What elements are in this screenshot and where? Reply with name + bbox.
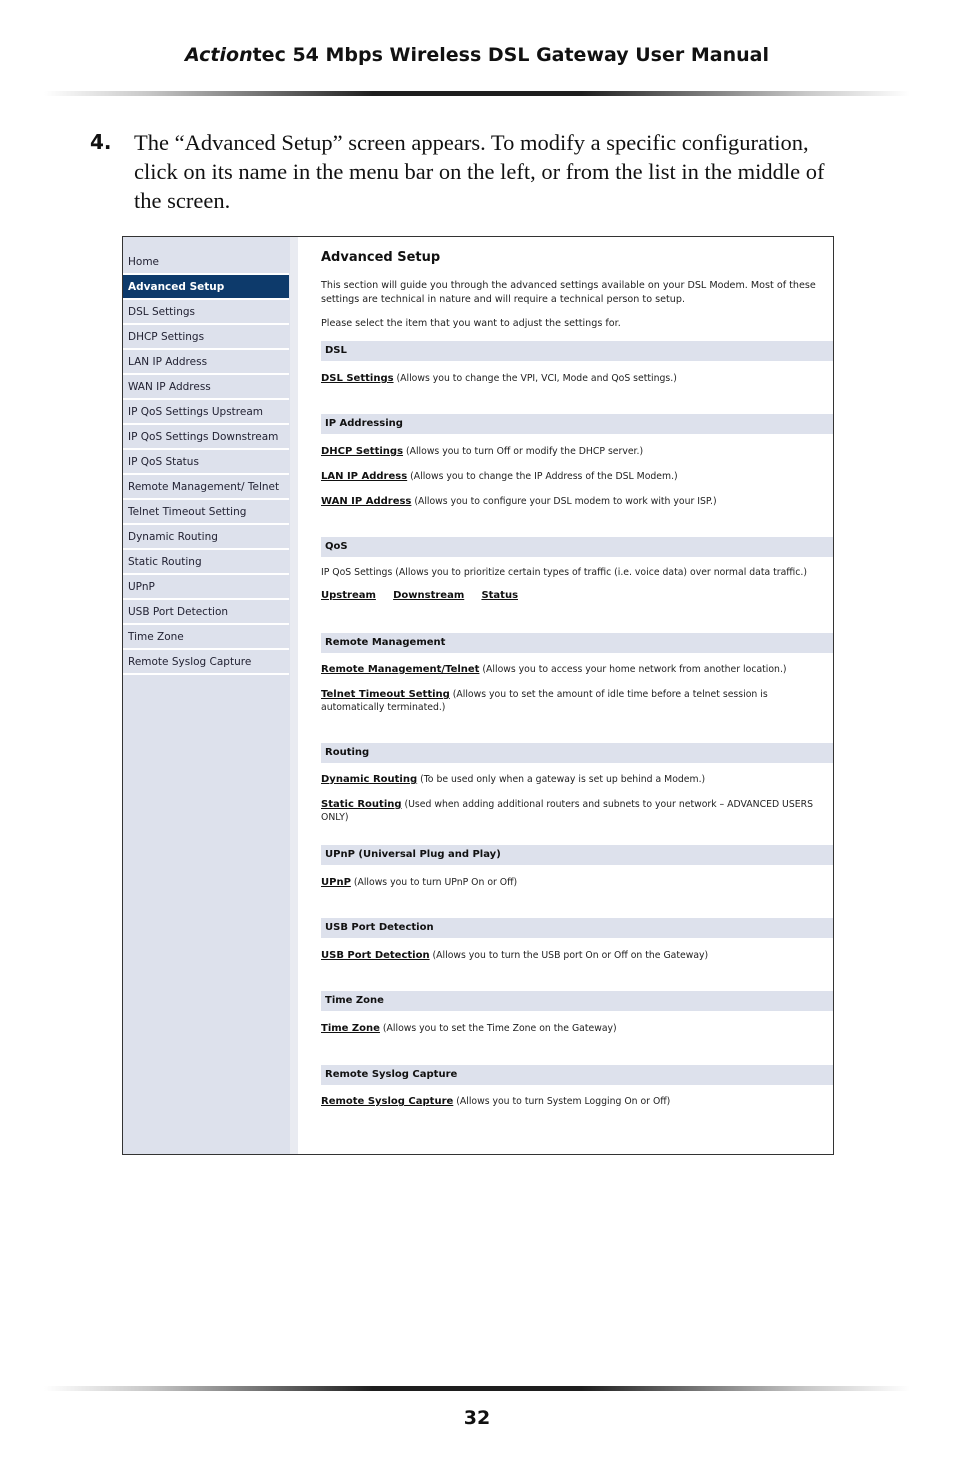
entry-lan-ip-address [321, 470, 833, 483]
desc-remote-management: (Allows you to access your home network from another location.) [479, 664, 787, 675]
router-screenshot [122, 236, 834, 1155]
entry-usb-port-detection [321, 949, 833, 962]
page-title: Advanced Setup [321, 250, 441, 265]
sidebar-item-dhcp-settings[interactable]: DHCP Settings [123, 325, 289, 350]
step-text: The “Advanced Setup” screen appears. To modify a specific configuration, click on its name in the menu bar on the left, or from the list in the middle of the screen. [134, 130, 825, 213]
sidebar-item-home[interactable]: Home [123, 250, 289, 275]
link-qos-upstream[interactable]: Upstream [321, 590, 376, 601]
sidebar-item-usb-port-detection[interactable]: USB Port Detection [123, 600, 289, 625]
sidebar-item-remote-management[interactable]: Remote Management/ Telnet [123, 475, 289, 500]
entry-static-routing [321, 798, 826, 824]
sidebar-item-advanced-setup[interactable]: Advanced Setup [123, 275, 289, 300]
section-header-dsl: DSL [321, 341, 833, 361]
section-header-remote-management: Remote Management [321, 633, 833, 653]
sidebar-menu [123, 250, 289, 675]
entry-remote-management [321, 663, 833, 676]
desc-lan-ip-address: (Allows you to change the IP Address of the DSL Modem.) [407, 471, 678, 482]
link-remote-management[interactable]: Remote Management/Telnet [321, 664, 480, 675]
sidebar-item-upnp[interactable]: UPnP [123, 575, 289, 600]
sidebar-item-wan-ip-address[interactable]: WAN IP Address [123, 375, 289, 400]
manual-header [0, 44, 954, 66]
desc-upnp: (Allows you to turn UPnP On or Off) [350, 877, 518, 888]
entry-dhcp-settings [321, 445, 833, 458]
desc-dsl-settings: (Allows you to change the VPI, VCI, Mode and QoS settings.) [393, 373, 677, 384]
entry-dsl-settings [321, 372, 833, 385]
desc-time-zone: (Allows you to set the Time Zone on the Gateway) [379, 1023, 617, 1034]
intro-instruction: Please select the item that you want to adjust the settings for. [321, 318, 621, 329]
section-header-remote-syslog: Remote Syslog Capture [321, 1065, 833, 1085]
header-divider [44, 91, 910, 96]
link-telnet-timeout[interactable]: Telnet Timeout Setting [321, 689, 450, 700]
sidebar-item-dynamic-routing[interactable]: Dynamic Routing [123, 525, 289, 550]
desc-static-routing: (Used when adding additional routers and subnets to your network – ADVANCED USERS ONLY) [321, 799, 813, 823]
desc-usb-port-detection: (Allows you to turn the USB port On or Off on the Gateway) [429, 950, 709, 961]
link-remote-syslog[interactable]: Remote Syslog Capture [321, 1096, 454, 1107]
sidebar-item-qos-status[interactable]: IP QoS Status [123, 450, 289, 475]
link-time-zone[interactable]: Time Zone [321, 1023, 380, 1034]
link-dhcp-settings[interactable]: DHCP Settings [321, 446, 404, 457]
link-dsl-settings[interactable]: DSL Settings [321, 373, 394, 384]
sidebar-item-remote-syslog[interactable]: Remote Syslog Capture [123, 650, 289, 675]
sidebar-item-time-zone[interactable]: Time Zone [123, 625, 289, 650]
link-lan-ip-address[interactable]: LAN IP Address [321, 471, 408, 482]
sidebar-item-static-routing[interactable]: Static Routing [123, 550, 289, 575]
link-upnp[interactable]: UPnP [321, 877, 351, 888]
intro-text: This section will guide you through the advanced settings available on your DSL Modem. Most of these settings are technical in nature and will require a technical person to setup. [321, 280, 816, 305]
entry-telnet-timeout [321, 688, 791, 714]
sidebar-gutter [290, 237, 298, 1154]
section-header-time-zone: Time Zone [321, 991, 833, 1011]
desc-dynamic-routing: (To be used only when a gateway is set up behind a Modem.) [417, 774, 706, 785]
sidebar-item-telnet-timeout[interactable]: Telnet Timeout Setting [123, 500, 289, 525]
entry-remote-syslog [321, 1095, 833, 1108]
link-static-routing[interactable]: Static Routing [321, 799, 402, 810]
footer-divider [44, 1386, 910, 1391]
entry-wan-ip-address [321, 495, 833, 508]
page-number: 32 [463, 1407, 491, 1429]
desc-telnet-timeout: (Allows you to set the amount of idle time before a telnet session is automatically terminated.) [321, 689, 768, 713]
link-qos-downstream[interactable]: Downstream [393, 590, 465, 601]
link-usb-port-detection[interactable]: USB Port Detection [321, 950, 430, 961]
entry-time-zone [321, 1022, 833, 1035]
step-number: 4. [90, 130, 112, 154]
entry-dynamic-routing [321, 773, 833, 786]
qos-description: IP QoS Settings (Allows you to prioritize certain types of traffic (i.e. voice data) over normal data traffic.) [321, 567, 807, 578]
sidebar [123, 237, 290, 1154]
sidebar-item-lan-ip-address[interactable]: LAN IP Address [123, 350, 289, 375]
sidebar-item-dsl-settings[interactable]: DSL Settings [123, 300, 289, 325]
link-dynamic-routing[interactable]: Dynamic Routing [321, 774, 418, 785]
desc-remote-syslog: (Allows you to turn System Logging On or Off) [453, 1096, 671, 1107]
header-title: tec 54 Mbps Wireless DSL Gateway User Manual [252, 44, 769, 66]
sidebar-item-qos-downstream[interactable]: IP QoS Settings Downstream [123, 425, 289, 450]
entry-upnp [321, 876, 833, 889]
desc-dhcp-settings: (Allows you to turn Off or modify the DHCP server.) [403, 446, 644, 457]
link-qos-status[interactable]: Status [481, 590, 519, 601]
section-header-qos: QoS [321, 537, 833, 557]
qos-links [321, 590, 532, 601]
section-header-routing: Routing [321, 743, 833, 763]
desc-wan-ip-address: (Allows you to configure your DSL modem to work with your ISP.) [411, 496, 717, 507]
section-header-usb: USB Port Detection [321, 918, 833, 938]
section-header-upnp: UPnP (Universal Plug and Play) [321, 845, 833, 865]
link-wan-ip-address[interactable]: WAN IP Address [321, 496, 412, 507]
header-brand: Action [185, 44, 253, 66]
section-header-ip-addressing: IP Addressing [321, 414, 833, 434]
sidebar-item-qos-upstream[interactable]: IP QoS Settings Upstream [123, 400, 289, 425]
